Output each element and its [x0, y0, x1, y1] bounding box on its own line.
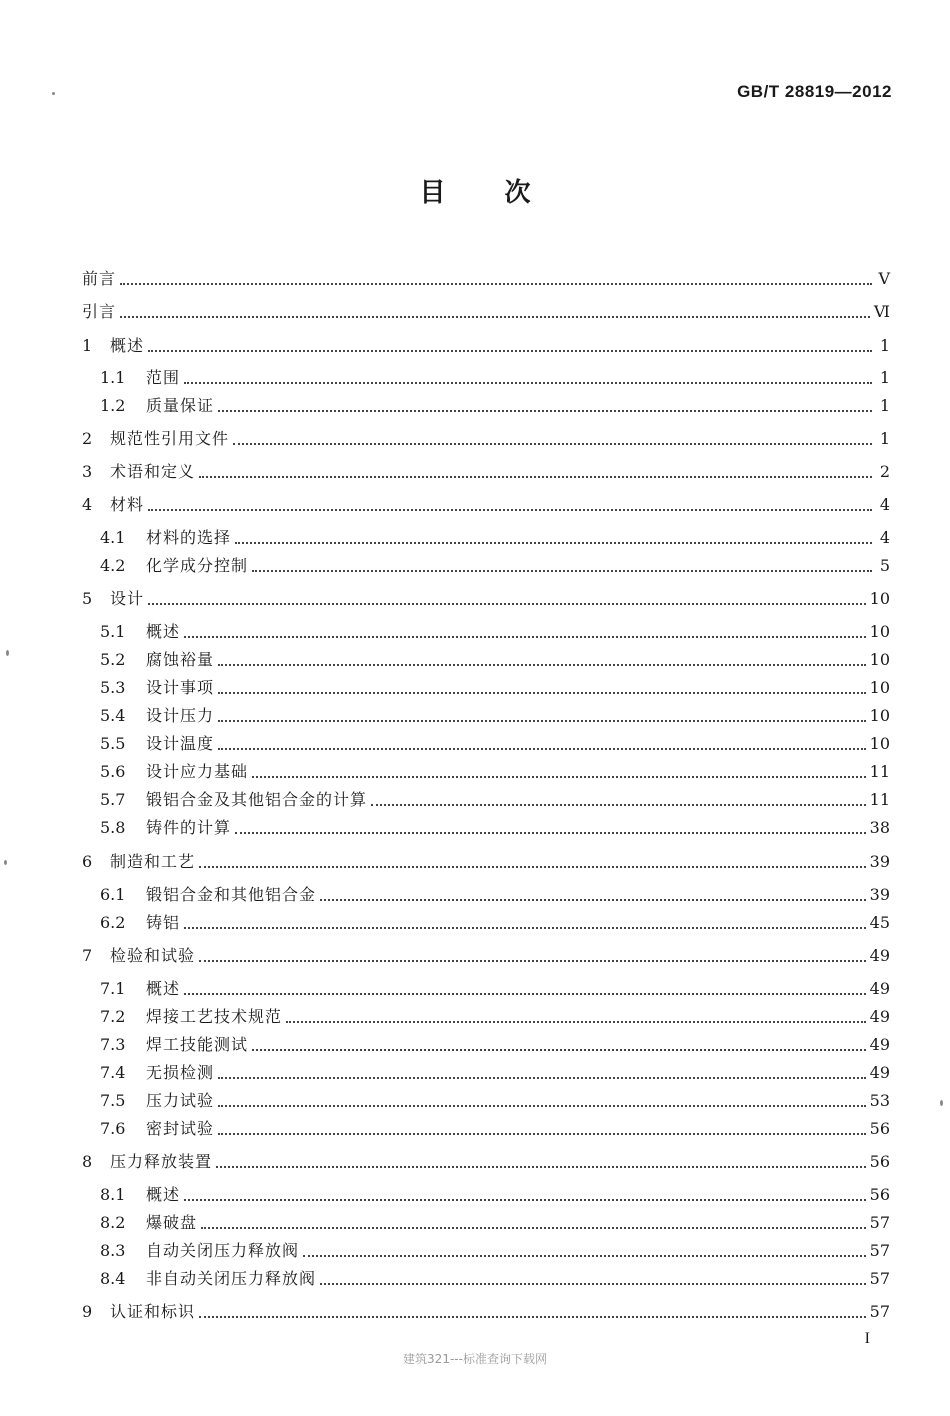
toc-entry-page: 49 — [869, 946, 890, 965]
toc-dot-leader — [184, 983, 866, 995]
toc-entry-number: 8.2 — [100, 1213, 126, 1232]
toc-entry-page: 57 — [869, 1241, 890, 1260]
toc-entry-page: 5 — [879, 556, 890, 575]
toc-entry-label: 检验和试验 — [110, 946, 196, 965]
toc-entry-label: 非自动关闭压力释放阀 — [146, 1269, 317, 1288]
toc-dot-leader — [148, 340, 872, 352]
toc-entry-label: 设计应力基础 — [146, 762, 249, 781]
toc-entry — [100, 787, 890, 813]
toc-entry-number: 7.1 — [100, 979, 126, 998]
toc-entry-label: 引言 — [82, 302, 117, 321]
toc-entry-number: 8.4 — [100, 1269, 126, 1288]
toc-entry-page: 10 — [869, 622, 890, 641]
toc-entry-label: 前言 — [82, 269, 117, 288]
toc-entry-page: 56 — [869, 1152, 890, 1171]
toc-entry-number: 5.3 — [100, 678, 126, 697]
toc-entry-label: 腐蚀裕量 — [146, 650, 215, 669]
toc-dot-leader — [218, 400, 872, 412]
toc-entry — [100, 976, 890, 1002]
toc-entry-label: 概述 — [146, 1185, 181, 1204]
toc-dot-leader — [148, 593, 866, 605]
toc-dot-leader — [371, 794, 866, 806]
toc-dot-leader — [199, 466, 872, 478]
toc-dot-leader — [199, 1306, 866, 1318]
toc-entry — [100, 703, 890, 729]
toc-entry-page: 57 — [869, 1269, 890, 1288]
toc-entry-number: 9 — [82, 1302, 93, 1321]
toc-entry — [100, 759, 890, 785]
toc-entry — [100, 647, 890, 673]
toc-entry-label: 设计温度 — [146, 734, 215, 753]
toc-entry — [82, 492, 890, 518]
toc-entry-label: 密封试验 — [146, 1119, 215, 1138]
toc-entry-page: 10 — [869, 650, 890, 669]
toc-entry — [82, 1299, 890, 1325]
toc-entry-page: 1 — [879, 336, 890, 355]
toc-entry-page: 49 — [869, 1035, 890, 1054]
toc-entry-number: 7.5 — [100, 1091, 126, 1110]
watermark-text: 建筑321---标准查询下载网 — [403, 1352, 547, 1366]
toc-entry-number: 3 — [82, 462, 93, 481]
toc-entry — [100, 1116, 890, 1142]
toc-dot-leader — [120, 306, 870, 318]
toc-entry — [82, 266, 890, 292]
toc-entry-label: 概述 — [146, 622, 181, 641]
toc-entry — [82, 459, 890, 485]
toc-entry — [100, 1210, 890, 1236]
toc-dot-leader — [303, 1245, 866, 1257]
toc-entry — [82, 333, 890, 359]
toc-entry-number: 7.6 — [100, 1119, 126, 1138]
toc-entry-page: 39 — [869, 885, 890, 904]
toc-entry-number: 1 — [82, 336, 93, 355]
toc-entry — [100, 1266, 890, 1292]
toc-entry-label: 概述 — [110, 336, 145, 355]
toc-entry — [100, 525, 890, 551]
toc-entry-label: 材料的选择 — [146, 528, 232, 547]
toc-entry — [100, 365, 890, 391]
page-title: 目 次 — [419, 178, 531, 208]
toc-dot-leader — [218, 738, 866, 750]
toc-entry-number: 8.3 — [100, 1241, 126, 1260]
toc-entry-page: 11 — [869, 790, 890, 809]
toc-entry-label: 设计压力 — [146, 706, 215, 725]
toc-entry — [100, 1238, 890, 1264]
toc-dot-leader — [199, 856, 866, 868]
toc-dot-leader — [120, 273, 872, 285]
toc-entry-label: 范围 — [146, 368, 181, 387]
toc-dot-leader — [218, 1067, 866, 1079]
toc-dot-leader — [218, 710, 866, 722]
toc-entry — [100, 815, 890, 841]
scan-speck — [4, 860, 7, 865]
toc-entry-page: 57 — [869, 1302, 890, 1321]
toc-dot-leader — [184, 626, 866, 638]
toc-entry — [100, 882, 890, 908]
toc-dot-leader — [201, 1217, 866, 1229]
toc-entry-label: 化学成分控制 — [146, 556, 249, 575]
toc-entry-label: 焊接工艺技术规范 — [146, 1007, 283, 1026]
toc-dot-leader — [199, 950, 866, 962]
toc-entry — [100, 910, 890, 936]
toc-entry-number: 5 — [82, 589, 93, 608]
standard-number: GB/T 28819—2012 — [737, 82, 892, 101]
toc-dot-leader — [218, 1095, 866, 1107]
toc-entry-number: 5.6 — [100, 762, 126, 781]
toc-entry — [100, 731, 890, 757]
toc-entry-page: 53 — [869, 1091, 890, 1110]
toc-dot-leader — [320, 1273, 866, 1285]
toc-entry-label: 自动关闭压力释放阀 — [146, 1241, 300, 1260]
toc-entry-page: 10 — [869, 734, 890, 753]
toc-entry-number: 4.2 — [100, 556, 126, 575]
toc-entry — [100, 1088, 890, 1114]
toc-entry — [100, 619, 890, 645]
toc-entry-page: 39 — [869, 852, 890, 871]
scan-speck — [6, 650, 9, 656]
toc-entry-label: 概述 — [146, 979, 181, 998]
toc-entry-number: 7.3 — [100, 1035, 126, 1054]
toc-entry-number: 5.4 — [100, 706, 126, 725]
toc-entry-number: 7.4 — [100, 1063, 126, 1082]
toc-entry-label: 质量保证 — [146, 396, 215, 415]
toc-dot-leader — [148, 499, 872, 511]
toc-entry — [100, 1060, 890, 1086]
toc-entry — [82, 299, 890, 325]
toc-entry-label: 压力试验 — [146, 1091, 215, 1110]
toc-entry-number: 8 — [82, 1152, 93, 1171]
toc-entry-page: 11 — [869, 762, 890, 781]
toc-dot-leader — [218, 1123, 866, 1135]
toc-entry — [82, 1149, 890, 1175]
toc-dot-leader — [218, 682, 866, 694]
toc-entry-number: 5.7 — [100, 790, 126, 809]
toc-entry-page: 10 — [869, 706, 890, 725]
toc-entry-label: 材料 — [110, 495, 145, 514]
toc-entry-label: 无损检测 — [146, 1063, 215, 1082]
toc-entry-label: 设计事项 — [146, 678, 215, 697]
toc-entry-page: 10 — [869, 678, 890, 697]
toc-entry-number: 4 — [82, 495, 93, 514]
toc-entry — [82, 943, 890, 969]
toc-entry-page: 56 — [869, 1185, 890, 1204]
toc-entry-page: 4 — [879, 495, 890, 514]
toc-entry-number: 6.2 — [100, 913, 126, 932]
toc-entry-page: 1 — [879, 368, 890, 387]
toc-entry-label: 设计 — [110, 589, 145, 608]
toc-entry-label: 爆破盘 — [146, 1213, 198, 1232]
toc-dot-leader — [233, 433, 872, 445]
toc-dot-leader — [252, 560, 872, 572]
toc-entry-number: 5.2 — [100, 650, 126, 669]
toc-entry-page: 1 — [879, 429, 890, 448]
toc-entry-page: Ⅴ — [878, 269, 890, 288]
toc-dot-leader — [216, 1156, 866, 1168]
toc-dot-leader — [252, 1039, 866, 1051]
toc-dot-leader — [252, 766, 866, 778]
toc-entry-page: 56 — [869, 1119, 890, 1138]
toc-entry-page: 57 — [869, 1213, 890, 1232]
toc-entry-label: 术语和定义 — [110, 462, 196, 481]
toc-dot-leader — [235, 822, 866, 834]
toc-entry-label: 规范性引用文件 — [110, 429, 230, 448]
toc-dot-leader — [320, 889, 866, 901]
toc-dot-leader — [286, 1011, 866, 1023]
toc-entry-label: 焊工技能测试 — [146, 1035, 249, 1054]
toc-entry-page: 1 — [879, 396, 890, 415]
toc-entry-page: 49 — [869, 1063, 890, 1082]
toc-entry-number: 7 — [82, 946, 93, 965]
toc-entry-label: 铸铝 — [146, 913, 181, 932]
page-folio: I — [864, 1330, 870, 1347]
toc-dot-leader — [235, 532, 872, 544]
toc-entry — [100, 1182, 890, 1208]
toc-entry-page: Ⅵ — [873, 302, 890, 321]
toc-entry-page: 10 — [869, 589, 890, 608]
toc-entry — [100, 553, 890, 579]
toc-entry-number: 2 — [82, 429, 93, 448]
toc-entry — [82, 586, 890, 612]
toc-entry-label: 压力释放装置 — [110, 1152, 213, 1171]
toc-entry-label: 制造和工艺 — [110, 852, 196, 871]
toc-entry-number: 5.1 — [100, 622, 126, 641]
toc-entry-page: 2 — [879, 462, 890, 481]
toc-entry-page: 45 — [869, 913, 890, 932]
toc-entry-label: 锻铝合金和其他铝合金 — [146, 885, 317, 904]
toc-entry-number: 4.1 — [100, 528, 126, 547]
toc-dot-leader — [218, 654, 866, 666]
toc-entry — [82, 426, 890, 452]
toc-entry-number: 5.8 — [100, 818, 126, 837]
toc-entry-page: 49 — [869, 1007, 890, 1026]
toc-dot-leader — [184, 917, 866, 929]
toc-entry — [100, 1032, 890, 1058]
scan-speck — [940, 1100, 943, 1106]
toc-entry-number: 8.1 — [100, 1185, 126, 1204]
toc-entry-number: 7.2 — [100, 1007, 126, 1026]
toc-entry-label: 认证和标识 — [110, 1302, 196, 1321]
toc-dot-leader — [184, 372, 872, 384]
toc-entry-label: 锻铝合金及其他铝合金的计算 — [146, 790, 368, 809]
toc-entry — [100, 675, 890, 701]
toc-entry-label: 铸件的计算 — [146, 818, 232, 837]
toc-entry-page: 49 — [869, 979, 890, 998]
toc-entry-page: 38 — [869, 818, 890, 837]
toc-entry — [100, 1004, 890, 1030]
scan-speck — [52, 92, 55, 95]
toc-entry-page: 4 — [879, 528, 890, 547]
toc-entry-number: 5.5 — [100, 734, 126, 753]
toc-entry — [82, 849, 890, 875]
toc-entry-number: 1.1 — [100, 368, 126, 387]
toc-entry-number: 1.2 — [100, 396, 126, 415]
toc-entry — [100, 393, 890, 419]
toc-dot-leader — [184, 1189, 866, 1201]
toc-entry-number: 6.1 — [100, 885, 126, 904]
toc-entry-number: 6 — [82, 852, 93, 871]
